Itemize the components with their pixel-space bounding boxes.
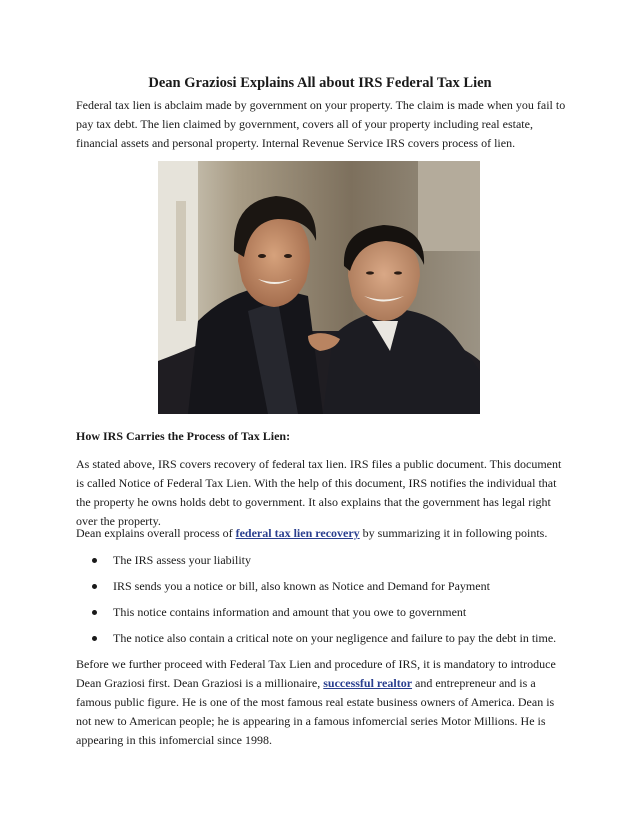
- points-intro-paragraph: [76, 524, 570, 543]
- closing-text-before: Before we further proceed with Federal Tax Lien and procedure of IRS, it is mandatory to introduce Dean Graziosi first. Dean Graziosi is a millionaire,: [76, 657, 556, 690]
- successful-realtor-link[interactable]: successful realtor: [323, 676, 413, 690]
- section-heading: How IRS Carries the Process of Tax Lien:: [76, 429, 291, 443]
- list-item: [76, 629, 570, 655]
- photo-two-men: [158, 161, 480, 414]
- bullet-icon: [92, 636, 97, 641]
- points-intro-text-after: by summarizing it in following points.: [359, 526, 548, 540]
- bullet-icon: [92, 610, 97, 615]
- process-paragraph: As stated above, IRS covers recovery of federal tax lien. IRS files a public document. This document is called Notice of Federal Tax Lien. With the help of this document, IRS notifies the individual that the property he owns holds debt to government. It also explains that the government has legal right over the property.: [76, 457, 562, 528]
- bullet-icon: [92, 584, 97, 589]
- document-title: Dean Graziosi Explains All about IRS Federal Tax Lien: [148, 75, 492, 91]
- list-item: [76, 603, 570, 629]
- list-item-text: IRS sends you a notice or bill, also known as Notice and Demand for Payment: [113, 579, 490, 593]
- photo-illustration: [158, 161, 480, 414]
- points-list: [76, 551, 570, 655]
- intro-paragraph: Federal tax lien is abclaim made by government on your property. The claim is made when you fail to pay tax debt. The lien claimed by government, covers all of your property including real estate, financial assets and personal property. Internal Revenue Service IRS covers process of lien.: [76, 98, 566, 150]
- bullet-icon: [92, 558, 97, 563]
- points-intro-text-before: Dean explains overall process of: [76, 526, 236, 540]
- list-item: [76, 551, 570, 577]
- closing-paragraph: [76, 655, 570, 750]
- list-item: [76, 577, 570, 603]
- list-item-text: The IRS assess your liability: [113, 553, 251, 567]
- list-item-text: The notice also contain a critical note on your negligence and failure to pay the debt in time.: [113, 631, 557, 645]
- list-item-text: This notice contains information and amount that you owe to government: [113, 605, 467, 619]
- federal-tax-lien-recovery-link[interactable]: federal tax lien recovery: [235, 526, 360, 540]
- closing-text-after: and entrepreneur and is a famous public figure. He is one of the most famous real estate business owners of America. Dean is not new to American people; he is appearing in a famous infomercial series Motor Millions. He is appearing in this infomercial since 1998.: [76, 676, 555, 747]
